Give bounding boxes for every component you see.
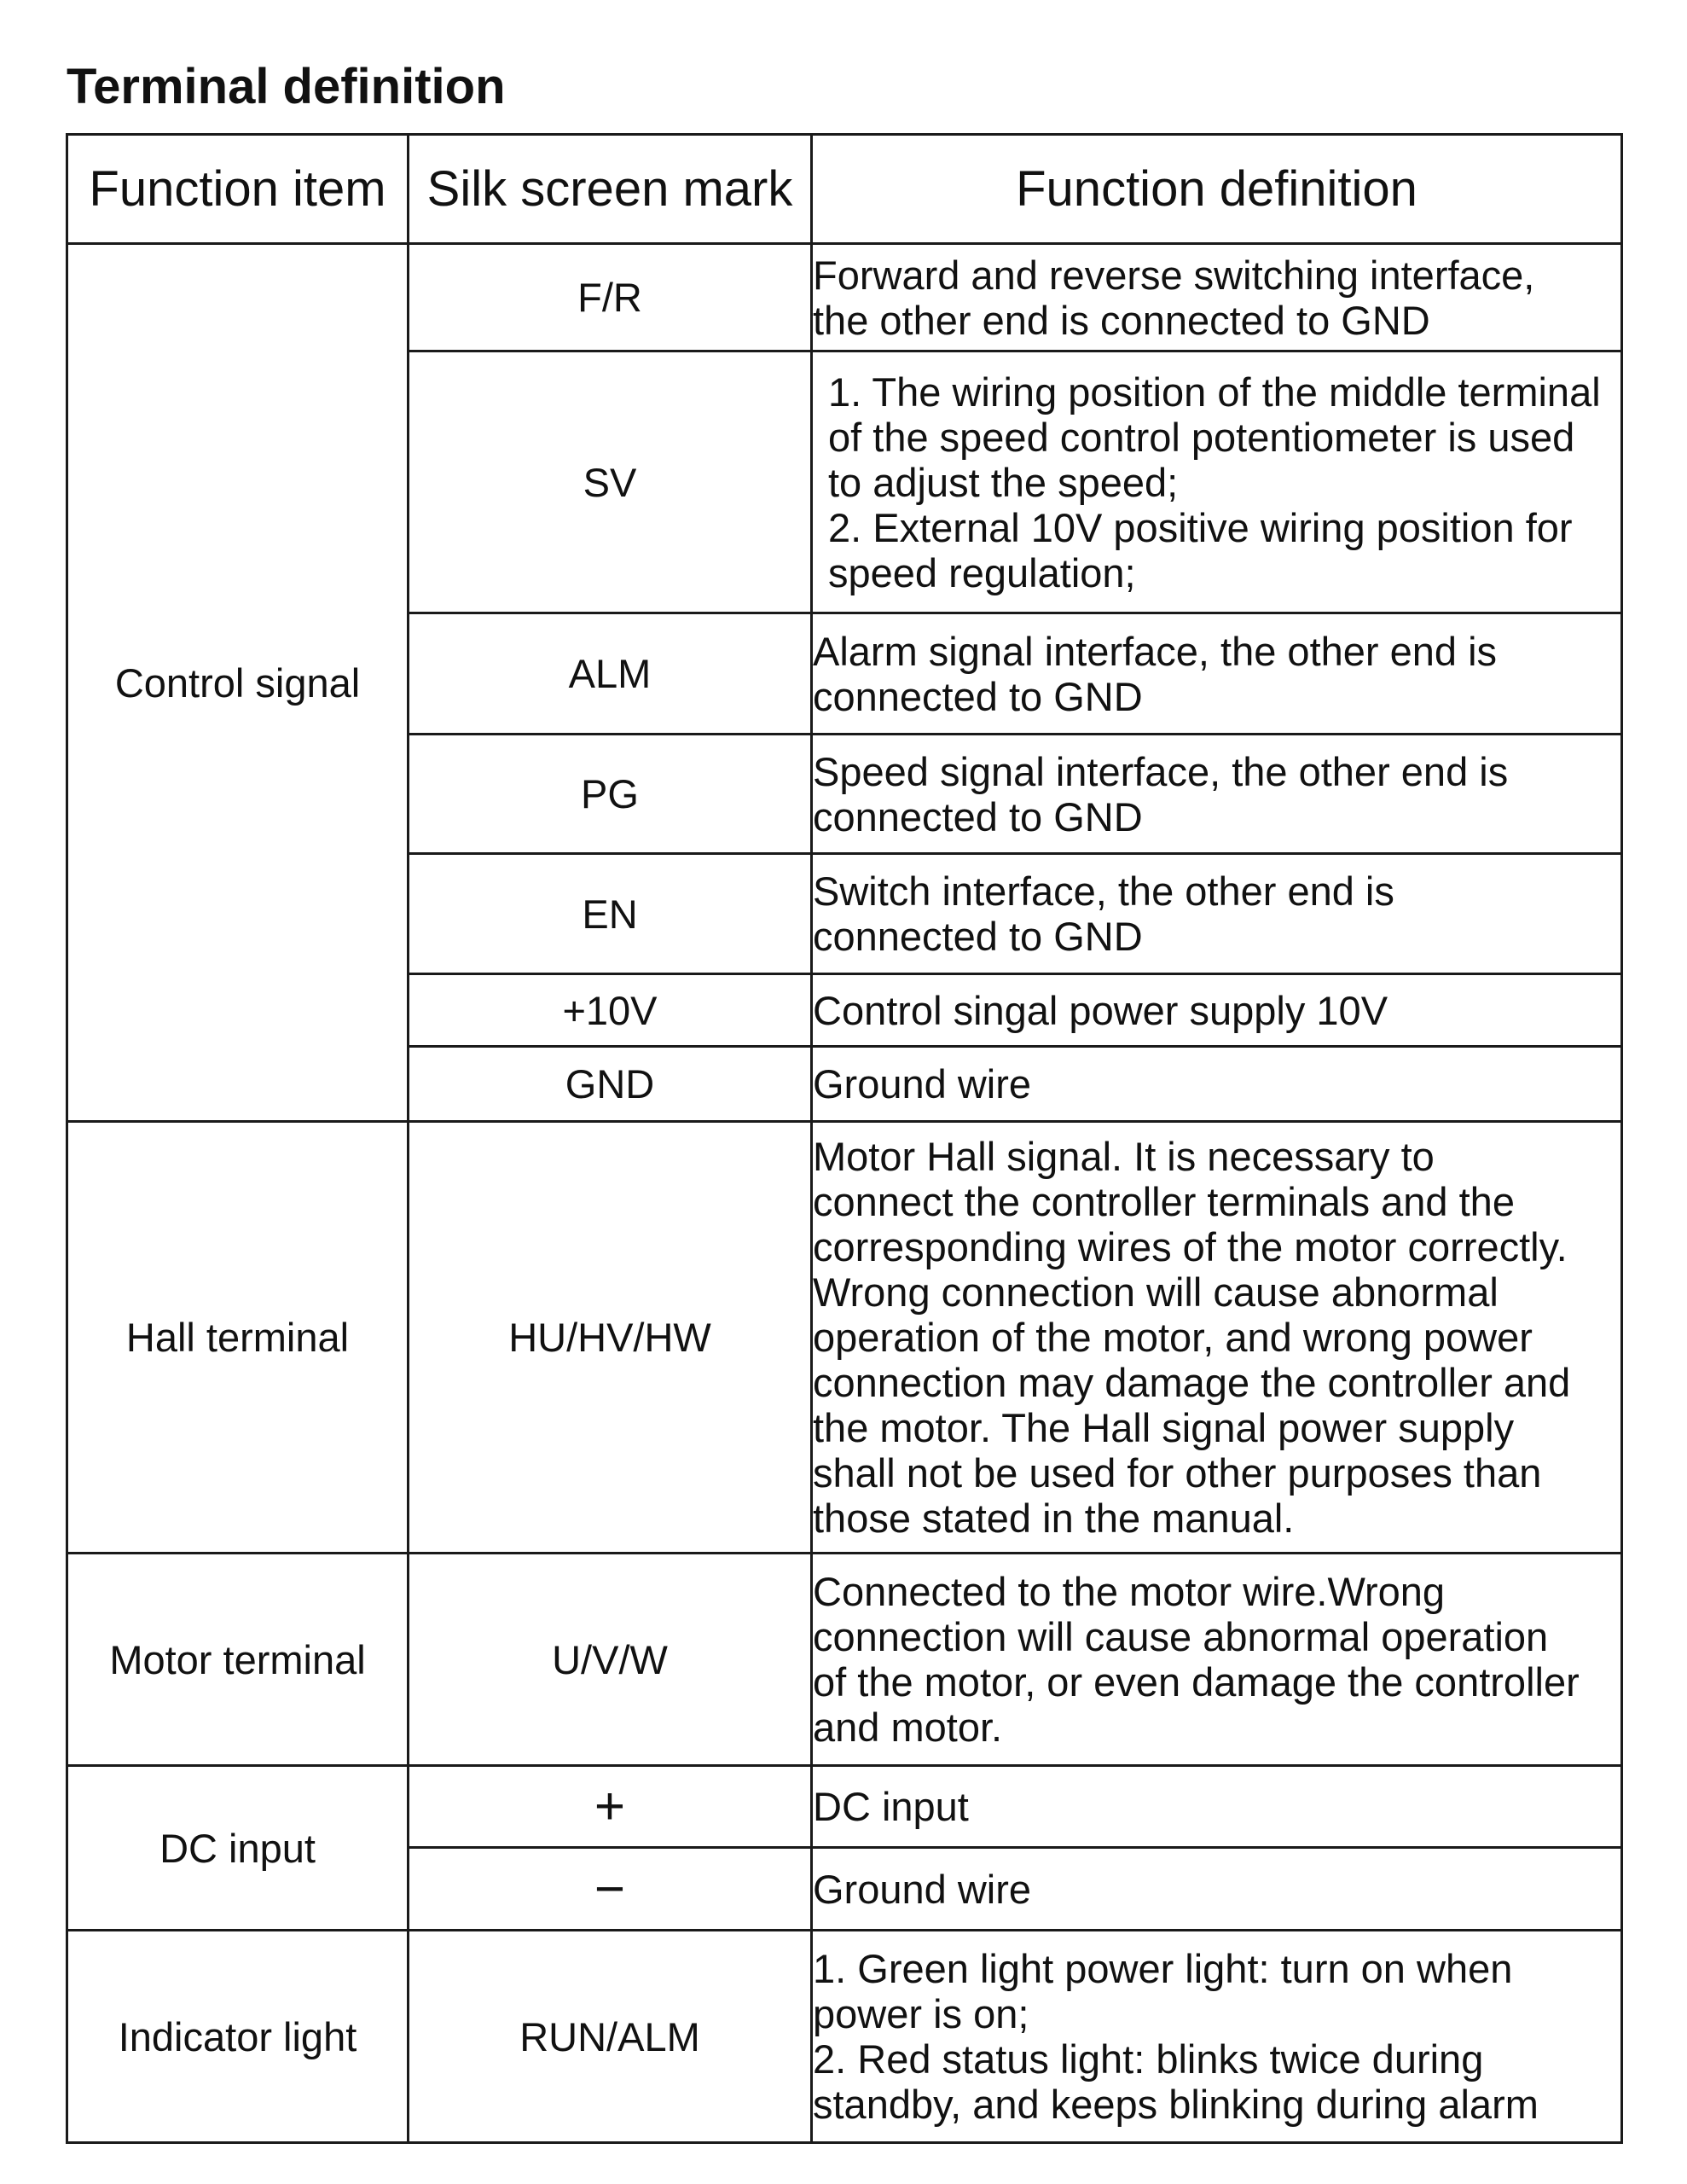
header-silk-screen-mark: Silk screen mark bbox=[409, 135, 812, 244]
definition-line: Forward and reverse switching interface, bbox=[813, 252, 1535, 298]
definition-indicator bbox=[812, 1931, 1622, 2143]
definition-fr bbox=[812, 244, 1622, 351]
definition-line: connect the controller terminals and the bbox=[813, 1179, 1515, 1224]
definition-line: the motor. The Hall signal power supply bbox=[813, 1405, 1515, 1450]
definition-dc-plus bbox=[812, 1766, 1622, 1848]
definition-line: DC input bbox=[813, 1784, 969, 1829]
definition-line: connected to GND bbox=[813, 673, 1143, 719]
page-title: Terminal definition bbox=[67, 59, 506, 114]
silk-mark-pg: PG bbox=[409, 735, 812, 854]
definition-10v bbox=[812, 974, 1622, 1047]
definition-line: corresponding wires of the motor correctly. bbox=[813, 1224, 1568, 1269]
definition-line: connection will cause abnormal operation bbox=[813, 1614, 1549, 1659]
definition-gnd bbox=[812, 1047, 1622, 1122]
definition-line: Switch interface, the other end is bbox=[813, 868, 1394, 914]
function-item-dc-input: DC input bbox=[67, 1766, 409, 1931]
function-item-control-signal: Control signal bbox=[67, 244, 409, 1122]
definition-line: Ground wire bbox=[813, 1061, 1031, 1107]
definition-line: connected to GND bbox=[813, 914, 1143, 959]
definition-line: and motor. bbox=[813, 1705, 1003, 1750]
silk-mark-plus: + bbox=[409, 1766, 812, 1848]
definition-line: Connected to the motor wire.Wrong bbox=[813, 1569, 1446, 1614]
silk-mark-en: EN bbox=[409, 854, 812, 974]
definition-line: Motor Hall signal. It is necessary to bbox=[813, 1134, 1435, 1179]
definition-en bbox=[812, 854, 1622, 974]
definition-line: speed regulation; bbox=[828, 549, 1136, 595]
definition-line: Wrong connection will cause abnormal bbox=[813, 1269, 1499, 1315]
definition-line: power is on; bbox=[813, 1991, 1029, 2036]
table-row bbox=[67, 1931, 1622, 2143]
definition-line: 2. Red status light: blinks twice during bbox=[813, 2036, 1484, 2082]
table-row bbox=[67, 1122, 1622, 1554]
definition-line: 1. Green light power light: turn on when bbox=[813, 1946, 1513, 1991]
definition-line: standby, and keeps blinking during alarm bbox=[813, 2082, 1539, 2127]
definition-alm bbox=[812, 613, 1622, 735]
silk-mark-gnd: GND bbox=[409, 1047, 812, 1122]
table-row bbox=[67, 1766, 1622, 1848]
header-function-definition: Function definition bbox=[812, 135, 1622, 244]
function-item-hall-terminal: Hall terminal bbox=[67, 1122, 409, 1554]
table-row bbox=[67, 244, 1622, 351]
terminal-definition-table bbox=[66, 133, 1623, 2144]
definition-hall bbox=[812, 1122, 1622, 1554]
definition-line: of the motor, or even damage the controller bbox=[813, 1659, 1580, 1705]
definition-line: 2. External 10V positive wiring position for bbox=[828, 504, 1573, 550]
definition-line: Control singal power supply 10V bbox=[813, 987, 1388, 1033]
definition-line: operation of the motor, and wrong power bbox=[813, 1315, 1533, 1360]
silk-mark-fr: F/R bbox=[409, 244, 812, 351]
silk-mark-hall: HU/HV/HW bbox=[409, 1122, 812, 1554]
definition-dc-minus bbox=[812, 1848, 1622, 1931]
definition-line: 1. The wiring position of the middle terminal bbox=[828, 369, 1601, 415]
silk-mark-alm: ALM bbox=[409, 613, 812, 735]
definition-line: those stated in the manual. bbox=[813, 1496, 1295, 1541]
function-item-indicator-light: Indicator light bbox=[67, 1931, 409, 2143]
header-function-item: Function item bbox=[67, 135, 409, 244]
definition-line: connection may damage the controller and bbox=[813, 1360, 1571, 1405]
definition-line: Ground wire bbox=[813, 1866, 1031, 1912]
silk-mark-minus: − bbox=[409, 1848, 812, 1931]
table-header-row bbox=[67, 135, 1622, 244]
silk-mark-uvw: U/V/W bbox=[409, 1554, 812, 1766]
silk-mark-run-alm: RUN/ALM bbox=[409, 1931, 812, 2143]
silk-mark-10v: +10V bbox=[409, 974, 812, 1047]
definition-line: Speed signal interface, the other end is bbox=[813, 748, 1509, 794]
definition-sv bbox=[812, 351, 1622, 613]
definition-pg bbox=[812, 735, 1622, 854]
definition-line: connected to GND bbox=[813, 793, 1143, 839]
definition-line: to adjust the speed; bbox=[828, 459, 1179, 505]
definition-line: of the speed control potentiometer is used bbox=[828, 414, 1575, 460]
silk-mark-sv: SV bbox=[409, 351, 812, 613]
definition-line: the other end is connected to GND bbox=[813, 297, 1430, 343]
definition-line: Alarm signal interface, the other end is bbox=[813, 628, 1498, 674]
table-row bbox=[67, 1554, 1622, 1766]
definition-line: shall not be used for other purposes than bbox=[813, 1450, 1542, 1496]
function-item-motor-terminal: Motor terminal bbox=[67, 1554, 409, 1766]
definition-uvw bbox=[812, 1554, 1622, 1766]
